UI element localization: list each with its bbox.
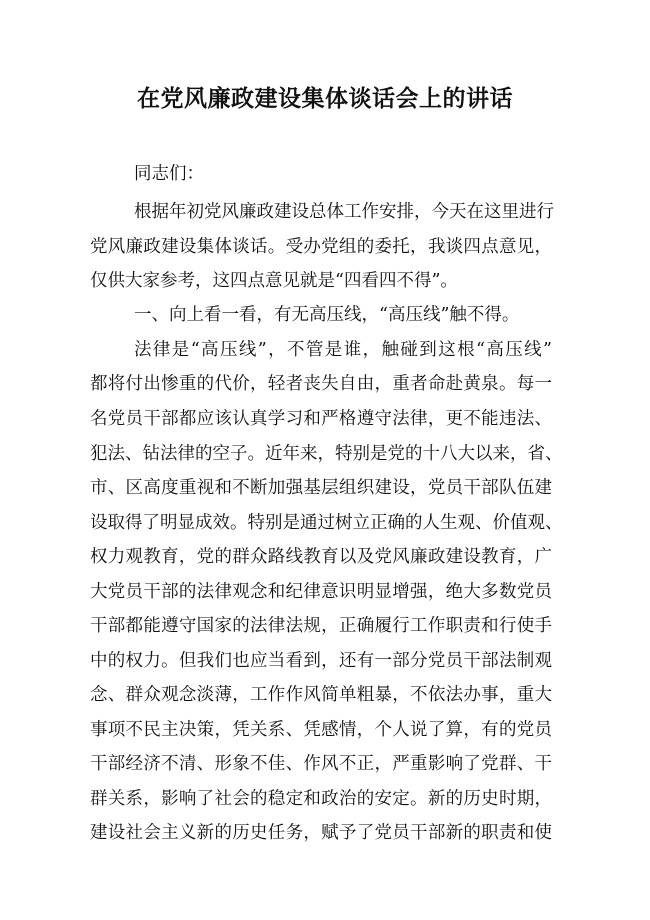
paragraph-line: 大党员干部的法律观念和纪律意识明显增强，绝大多数党员 — [90, 582, 552, 602]
paragraph-line: 都将付出惨重的代价，轻者丧失自由，重者命赴黄泉。每一 — [90, 374, 552, 394]
paragraph-line: 中的权力。但我们也应当看到，还有一部分党员干部法制观 — [90, 651, 552, 671]
paragraph-line: 建设社会主义新的历史任务，赋予了党员干部新的职责和使 — [90, 823, 552, 843]
paragraph-line: 设取得了明显成效。特别是通过树立正确的人生观、价值观、 — [90, 513, 563, 533]
paragraph-line: 事项不民主决策，凭关系、凭感情，个人说了算，有的党员 — [90, 720, 552, 740]
paragraph-line: 干部经济不清、形象不佳、作风不正，严重影响了党群、干 — [90, 754, 552, 774]
paragraph-line: 党风廉政建设集体谈话。受办党组的委托，我谈四点意见， — [90, 237, 552, 257]
document-title: 在党风廉政建设集体谈话会上的讲话 — [137, 85, 513, 112]
section-heading: 一、向上看一看，有无高压线，“高压线”触不得。 — [134, 305, 520, 325]
paragraph-line: 市、区高度重视和不断加强基层组织建设，党员干部队伍建 — [90, 478, 552, 498]
paragraph-line: 群关系，影响了社会的稳定和政治的安定。新的历史时期， — [90, 789, 552, 809]
paragraph-line: 犯法、钻法律的空子。近年来，特别是党的十八大以来，省、 — [90, 444, 563, 464]
paragraph-line: 法律是“高压线”，不管是谁，触碰到这根“高压线” — [134, 340, 552, 360]
paragraph-line: 权力观教育，党的群众路线教育以及党风廉政建设教育，广 — [90, 547, 552, 567]
paragraph-line: 根据年初党风廉政建设总体工作安排，今天在这里进行 — [134, 202, 554, 222]
paragraph-line: 干部都能遵守国家的法律法规，正确履行工作职责和行使手 — [90, 616, 552, 636]
salutation: 同志们： — [134, 164, 204, 184]
paragraph-line: 仅供大家参考，这四点意见就是“四看四不得”。 — [90, 271, 458, 291]
paragraph-line: 名党员干部都应该认真学习和严格遵守法律，更不能违法、 — [90, 409, 552, 429]
paragraph-line: 念、群众观念淡薄，工作作风简单粗暴，不依法办事，重大 — [90, 685, 552, 705]
